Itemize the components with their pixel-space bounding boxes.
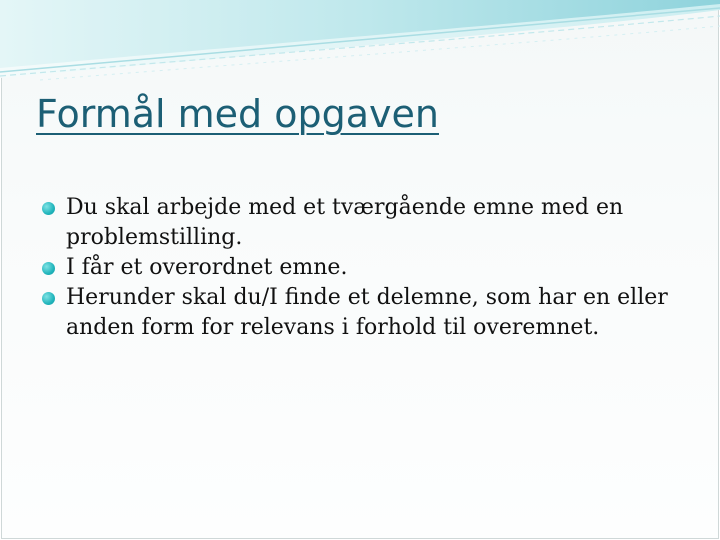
bullet-dot-icon	[42, 202, 55, 215]
wave-band-front	[0, 0, 720, 68]
bullet-list	[42, 193, 692, 343]
bullet-text: I får et overordnet emne.	[66, 255, 348, 280]
bullet-dot-icon	[42, 292, 55, 305]
bullet-item	[42, 283, 692, 343]
bullet-text: Du skal arbejde med et tværgående emne med en problemstilling.	[66, 195, 624, 250]
slide-title: Formål med opgaven	[36, 92, 439, 136]
bullet-item	[42, 193, 692, 253]
bullet-item	[42, 253, 692, 283]
header-wave-decoration	[0, 0, 720, 90]
bullet-text: Herunder skal du/I finde et delemne, som har en eller anden form for relevans i forhold til overemnet.	[66, 285, 668, 340]
bullet-dot-icon	[42, 262, 55, 275]
